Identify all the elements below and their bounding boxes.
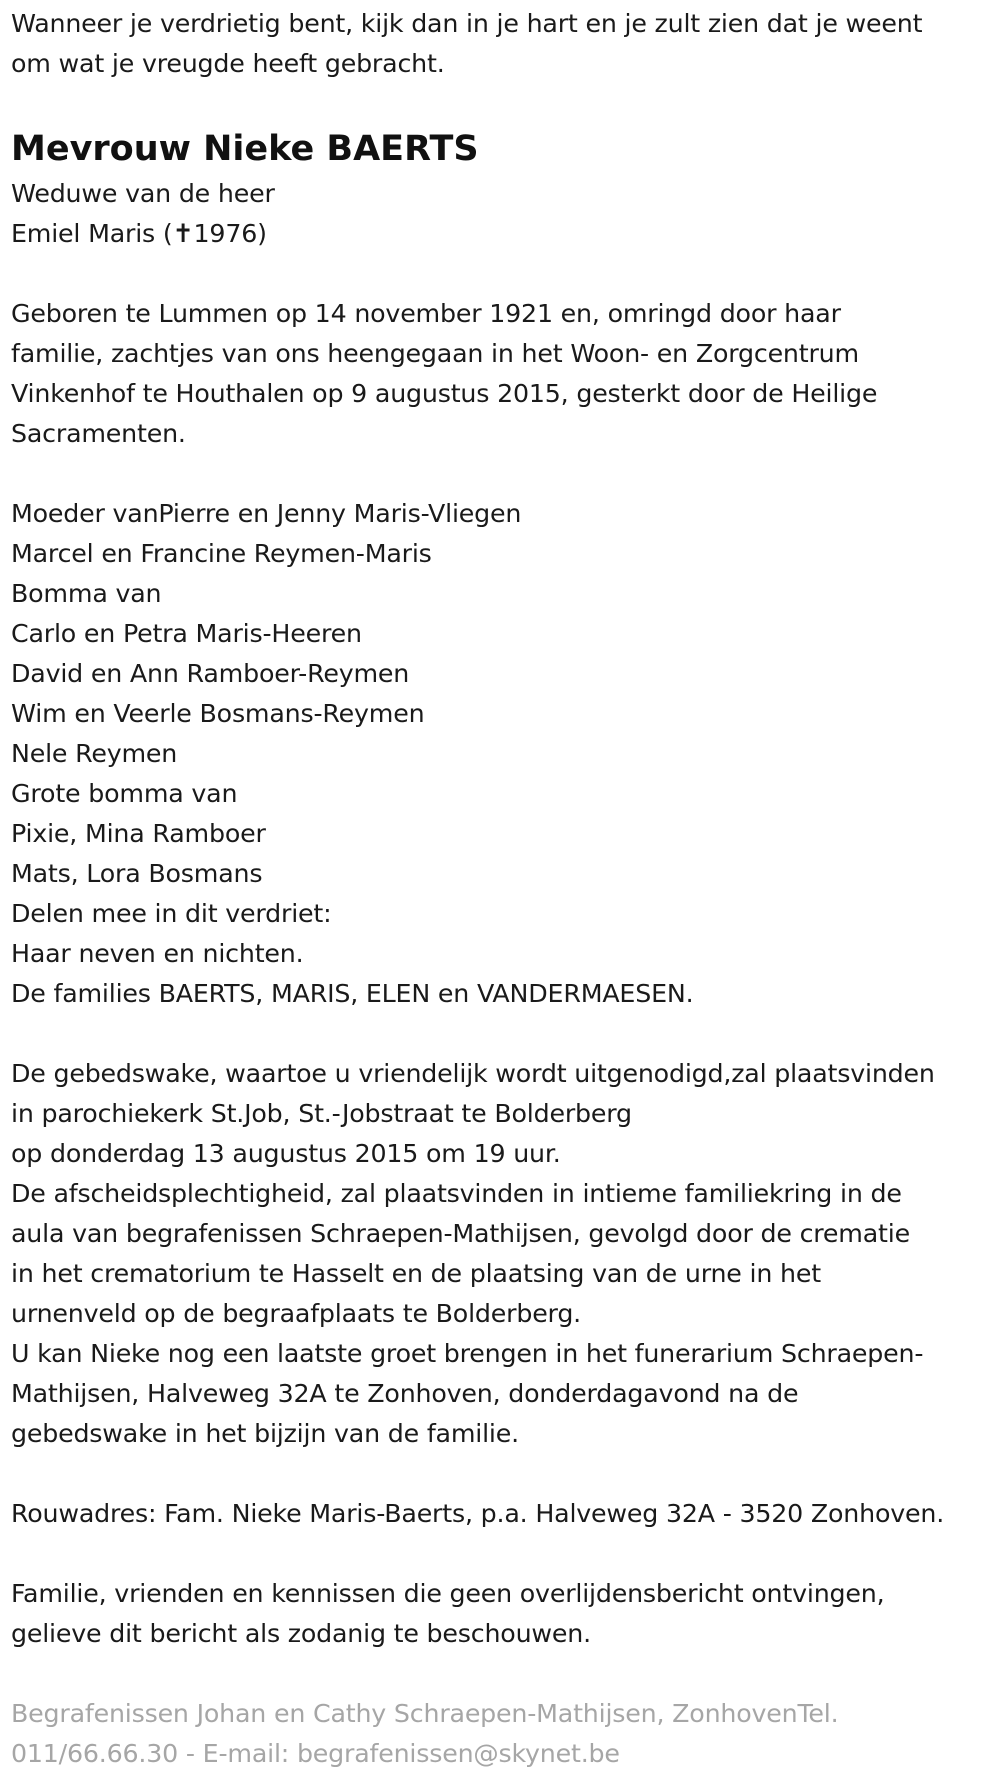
family-line: Wim en Veerle Bosmans-Reymen — [11, 699, 425, 728]
paragraph-line: Sacramenten. — [11, 419, 186, 448]
paragraph-line: De afscheidsplechtigheid, zal plaatsvinden in intieme familiekring in de — [11, 1179, 902, 1208]
paragraph-line: Vinkenhof te Houthalen op 9 augustus 2015, gesterkt door de Heilige — [11, 379, 878, 408]
family-line: De families BAERTS, MARIS, ELEN en VANDERMAESEN. — [11, 979, 694, 1008]
paragraph-line: op donderdag 13 augustus 2015 om 19 uur. — [11, 1139, 561, 1168]
spacer — [11, 1014, 996, 1054]
family-line: David en Ann Ramboer-Reymen — [11, 659, 410, 688]
footer-line: Begrafenissen Johan en Cathy Schraepen-Mathijsen, ZonhovenTel. — [11, 1699, 839, 1728]
footer-line: 011/66.66.30 - E-mail: begrafenissen@skynet.be — [11, 1739, 620, 1768]
family-line: Moeder vanPierre en Jenny Maris-Vliegen — [11, 499, 522, 528]
spacer — [11, 454, 996, 494]
family-list — [11, 494, 996, 1014]
birth-death-paragraph — [11, 294, 996, 454]
family-line: Haar neven en nichten. — [11, 939, 304, 968]
paragraph-line: gebedswake in het bijzijn van de familie. — [11, 1419, 519, 1448]
family-line: Grote bomma van — [11, 779, 238, 808]
opening-quote — [11, 4, 996, 84]
quote-line: om wat je vreugde heeft gebracht. — [11, 49, 445, 78]
notice-paragraph — [11, 1574, 996, 1654]
paragraph-line: in parochiekerk St.Job, St.-Jobstraat te Bolderberg — [11, 1099, 632, 1128]
ceremony-paragraph — [11, 1054, 996, 1454]
paragraph-line: urnenveld op de begraafplaats te Bolderberg. — [11, 1299, 582, 1328]
paragraph-line: Geboren te Lummen op 14 november 1921 en, omringd door haar — [11, 299, 841, 328]
mourning-address: Rouwadres: Fam. Nieke Maris-Baerts, p.a. Halveweg 32A - 3520 Zonhoven. — [11, 1499, 945, 1528]
paragraph-line: gelieve dit bericht als zodanig te beschouwen. — [11, 1619, 591, 1648]
family-line: Pixie, Mina Ramboer — [11, 819, 266, 848]
paragraph-line: Familie, vrienden en kennissen die geen overlijdensbericht ontvingen, — [11, 1579, 885, 1608]
widow-line: Weduwe van de heer — [11, 179, 275, 208]
spacer — [11, 254, 996, 294]
paragraph-line: aula van begrafenissen Schraepen-Mathijsen, gevolgd door de crematie — [11, 1219, 910, 1248]
family-line: Mats, Lora Bosmans — [11, 859, 263, 888]
paragraph-line: Mathijsen, Halveweg 32A te Zonhoven, donderdagavond na de — [11, 1379, 799, 1408]
family-line: Carlo en Petra Maris-Heeren — [11, 619, 362, 648]
obituary-document — [11, 4, 996, 1774]
paragraph-line: familie, zachtjes van ons heengegaan in het Woon- en Zorgcentrum — [11, 339, 859, 368]
paragraph-line: De gebedswake, waartoe u vriendelijk wordt uitgenodigd,zal plaatsvinden — [11, 1059, 935, 1088]
family-line: Nele Reymen — [11, 739, 178, 768]
spacer — [11, 1534, 996, 1574]
funeral-home-footer — [11, 1694, 996, 1774]
deceased-name: Mevrouw Nieke BAERTS — [11, 129, 479, 169]
spacer — [11, 1454, 996, 1494]
paragraph-line: in het crematorium te Hasselt en de plaatsing van de urne in het — [11, 1259, 821, 1288]
spacer — [11, 1654, 996, 1694]
family-line: Marcel en Francine Reymen-Maris — [11, 539, 432, 568]
quote-line: Wanneer je verdrietig bent, kijk dan in je hart en je zult zien dat je weent — [11, 9, 923, 38]
family-line: Delen mee in dit verdriet: — [11, 899, 332, 928]
paragraph-line: U kan Nieke nog een laatste groet brengen in het funerarium Schraepen- — [11, 1339, 924, 1368]
widow-of — [11, 174, 996, 254]
spacer — [11, 84, 996, 124]
widow-line: Emiel Maris (✝1976) — [11, 219, 267, 248]
family-line: Bomma van — [11, 579, 162, 608]
